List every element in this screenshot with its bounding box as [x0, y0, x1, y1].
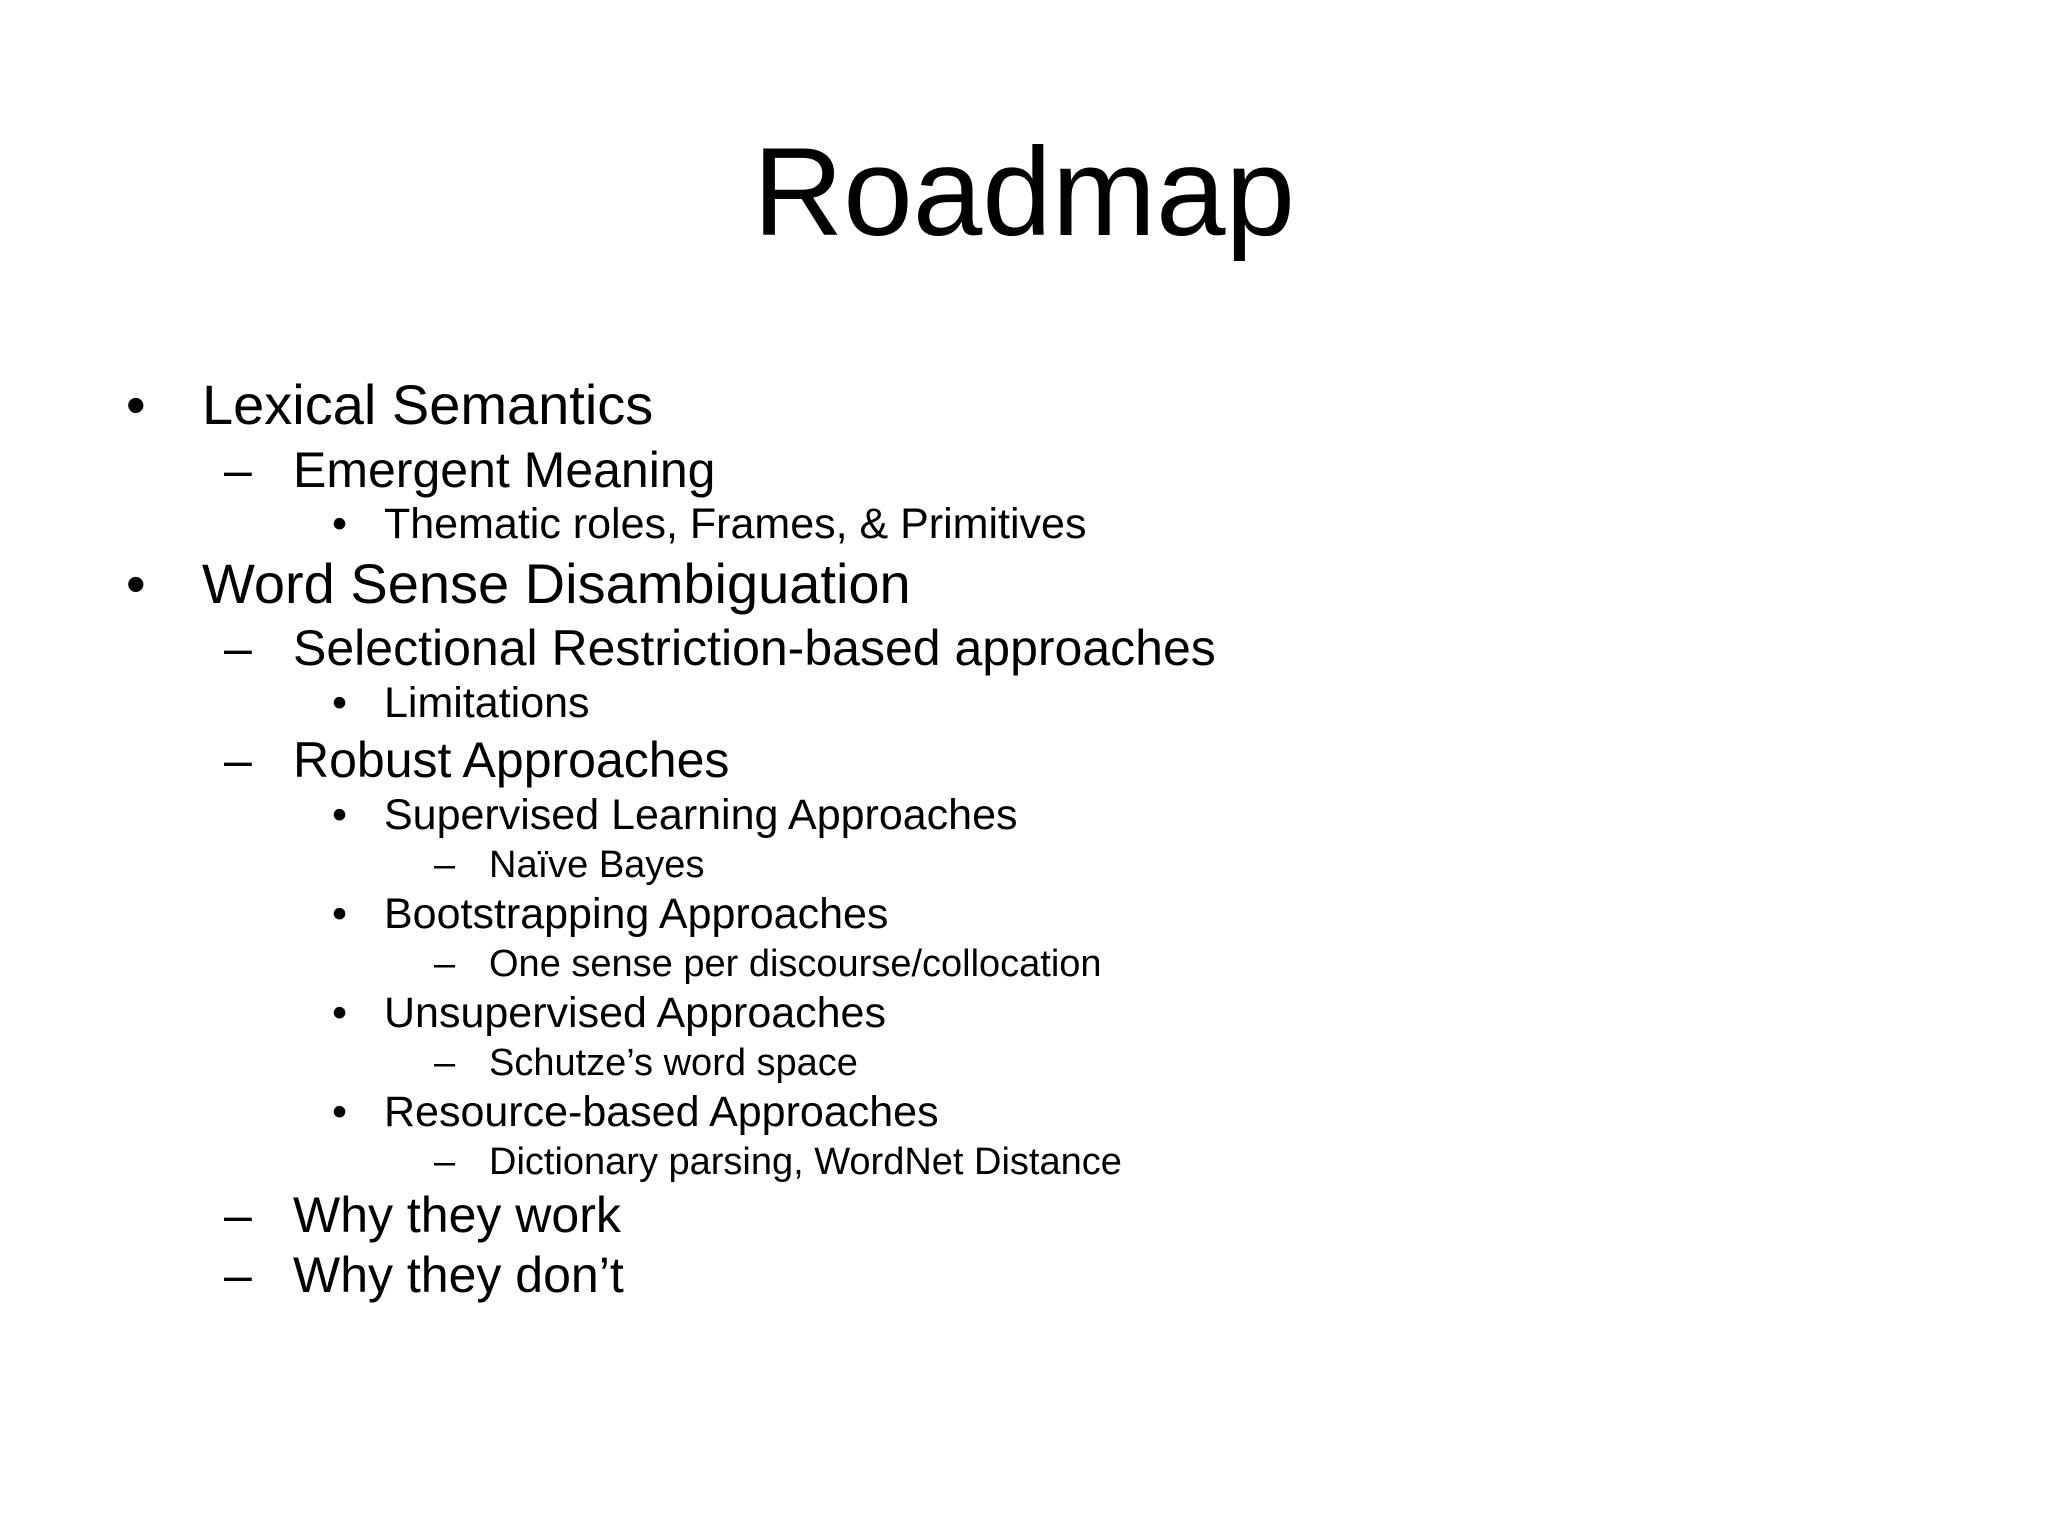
- bullet-text: Resource-based Approaches: [384, 1088, 939, 1136]
- bullet-text: One sense per discourse/collocation: [489, 943, 1102, 985]
- bullet-text: Word Sense Disambiguation: [202, 552, 911, 615]
- bullet-marker: •: [332, 500, 348, 548]
- bullet-marker: –: [434, 1141, 456, 1183]
- bullet-text: Bootstrapping Approaches: [384, 890, 889, 938]
- bullet-marker: –: [224, 1187, 252, 1243]
- bullet-marker: •: [332, 679, 348, 727]
- bullet-text: Lexical Semantics: [202, 373, 654, 436]
- bullet-marker: –: [434, 844, 456, 886]
- bullet-marker: –: [434, 1042, 456, 1084]
- bullet-text: Why they don’t: [293, 1247, 624, 1303]
- bullet-text: Limitations: [384, 679, 590, 727]
- bullet-text: Emergent Meaning: [293, 442, 716, 498]
- bullet-text: Robust Approaches: [293, 732, 730, 788]
- bullet-text: Schutze’s word space: [489, 1042, 858, 1084]
- bullet-marker: –: [224, 620, 252, 676]
- bullet-text: Naïve Bayes: [489, 844, 705, 886]
- slide-title: Roadmap: [753, 123, 1295, 262]
- bullet-text: Thematic roles, Frames, & Primitives: [384, 500, 1087, 548]
- bullet-marker: •: [126, 373, 146, 436]
- bullet-marker: –: [224, 732, 252, 788]
- bullet-text: Supervised Learning Approaches: [384, 791, 1018, 839]
- bullet-marker: •: [332, 791, 348, 839]
- bullet-marker: –: [434, 943, 456, 985]
- bullet-text: Unsupervised Approaches: [384, 989, 886, 1037]
- bullet-text: Why they work: [293, 1187, 621, 1243]
- bullet-marker: •: [332, 890, 348, 938]
- bullet-marker: •: [126, 552, 146, 615]
- bullet-marker: •: [332, 989, 348, 1037]
- bullet-marker: –: [224, 442, 252, 498]
- bullet-marker: •: [332, 1088, 348, 1136]
- bullet-text: Selectional Restriction-based approaches: [293, 620, 1216, 676]
- bullet-marker: –: [224, 1247, 252, 1303]
- bullet-text: Dictionary parsing, WordNet Distance: [489, 1141, 1122, 1183]
